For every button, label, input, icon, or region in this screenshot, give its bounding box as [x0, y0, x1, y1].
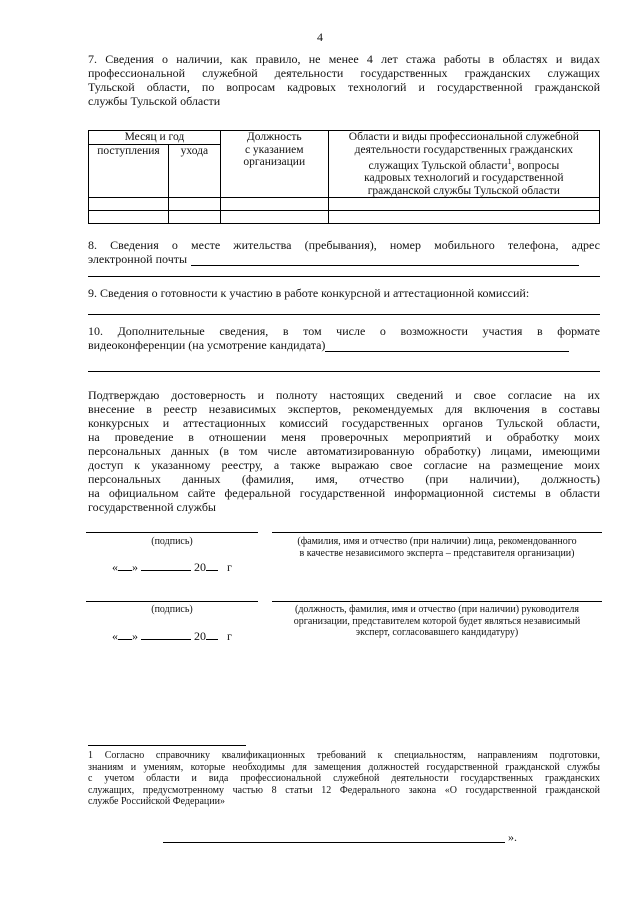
footnote-line: с учетом области и вида профессиональной служебной деятельности государственных гражданских — [88, 773, 600, 784]
section-8 — [88, 238, 600, 266]
signature-line[interactable] — [86, 532, 258, 533]
table-header-entry: поступления — [89, 145, 169, 198]
signature-date: « » 20 г — [112, 629, 232, 643]
table-cell[interactable] — [328, 211, 599, 224]
email-field[interactable] — [191, 254, 579, 266]
signature-label: (подпись) — [151, 536, 193, 547]
table-header-month-year: Месяц и год — [89, 131, 221, 145]
section-7-line: Тульской области, по вопросам кадровых технологий и государственной гражданской — [88, 80, 600, 94]
table-row — [89, 198, 600, 211]
confirmation-line: персональных данных (в том числе автоматизированную обработку) лицами, имеющими — [88, 444, 600, 458]
expert-name-line[interactable] — [272, 532, 602, 533]
month-field[interactable] — [141, 628, 191, 640]
page-number: 4 — [317, 30, 323, 44]
section-10-line: видеоконференции (на усмотрение кандидата) — [88, 338, 326, 352]
day-field[interactable] — [118, 559, 132, 571]
confirmation-line: конкурсных и аттестационных комиссий государственных органов Тульской области, — [88, 416, 600, 430]
confirmation-line: внесение в реестр независимых экспертов, рекомендуемых для включения в составы — [88, 402, 600, 416]
closing-line — [163, 842, 505, 843]
table-cell[interactable] — [168, 211, 220, 224]
footnote-line: знаниям и умениям, которые необходимы для замещения должностей государственной гражданской службы — [88, 761, 600, 773]
table-header-areas: Области и виды профессиональной служебной деятельности государственных гражданских служащих Тульской области$^1$, вопросы кадровых технологий и государственной гражданской службы Тульской области — [328, 131, 599, 198]
table-cell[interactable] — [89, 211, 169, 224]
section-9-answer-line[interactable] — [88, 314, 600, 315]
table-cell[interactable] — [168, 198, 220, 211]
closing-quote: ». — [508, 830, 517, 844]
confirmation-line: доступ к указанному реестру, а также выражаю свое согласие на размещение моих — [88, 458, 600, 472]
year-field[interactable] — [206, 628, 218, 640]
divider — [88, 371, 600, 372]
section-7-line: 7. Сведения о наличии, как правило, не менее 4 лет стажа работы в областях и видах — [88, 52, 600, 66]
footnote-separator — [88, 745, 246, 746]
footnote-line: служащих, предусмотренному частью 8 статьи 12 Федерального закона «О государственной гражданской — [88, 784, 600, 796]
section-7-line: профессиональной служебной деятельности государственных гражданских служащих — [88, 66, 600, 80]
table-cell[interactable] — [89, 198, 169, 211]
signature-line[interactable] — [86, 601, 258, 602]
footnote-ref: 1 — [507, 157, 512, 166]
section-8-line: 8. Сведения о месте жительства (пребывания), номер мобильного телефона, адрес — [88, 238, 600, 252]
signature-label: (подпись) — [151, 604, 193, 615]
table-header-exit: ухода — [168, 145, 220, 198]
head-name-line[interactable] — [272, 601, 602, 602]
section-7 — [88, 52, 600, 108]
table-cell[interactable] — [328, 198, 599, 211]
expert-name-caption: (фамилия, имя и отчество (при наличии) лица, рекомендованного в качестве независимого эксперта – представителя организации) — [297, 536, 577, 559]
footnote-line: службе Российской Федерации» — [88, 796, 225, 807]
confirmation-text — [88, 388, 600, 514]
signature-date: « » 20 г — [112, 560, 232, 574]
day-field[interactable] — [118, 628, 132, 640]
footnote — [88, 750, 600, 808]
confirmation-line: государственной службы — [88, 500, 216, 514]
table-row — [89, 211, 600, 224]
section-9: 9. Сведения о готовности к участию в работе конкурсной и аттестационной комиссий: — [88, 286, 530, 300]
confirmation-line: персональных данных (фамилия, имя, отчество (при наличии), должность) — [88, 472, 600, 486]
table-cell[interactable] — [220, 198, 328, 211]
section-10 — [88, 324, 600, 352]
email-label: электронной почты — [88, 252, 188, 266]
divider — [88, 276, 600, 277]
confirmation-line: на официальном сайте федеральной государственной информационной системы в области — [88, 486, 600, 500]
head-name-caption: (должность, фамилия, имя и отчество (при наличии) руководителя организации, представителем которой будет являться независимый эксперт, согласовавшего кандидатуру) — [293, 604, 581, 638]
additional-info-field[interactable] — [325, 340, 569, 352]
section-7-line: службы Тульской области — [88, 94, 221, 108]
footnote-line: 1 Согласно справочнику квалификационных требований к специальностям, направлениям подготовки, — [88, 750, 600, 761]
month-field[interactable] — [141, 559, 191, 571]
section-10-line: 10. Дополнительные сведения, в том числе о возможности участия в формате — [88, 324, 600, 338]
table-header-position: Должность с указанием организации — [220, 131, 328, 198]
confirmation-line: Подтверждаю достоверность и полноту настоящих сведений и свое согласие на их — [88, 388, 600, 402]
experience-table — [88, 130, 600, 224]
confirmation-line: на проведение в отношении меня проверочных мероприятий и обработку моих — [88, 430, 600, 444]
year-field[interactable] — [206, 559, 218, 571]
table-cell[interactable] — [220, 211, 328, 224]
